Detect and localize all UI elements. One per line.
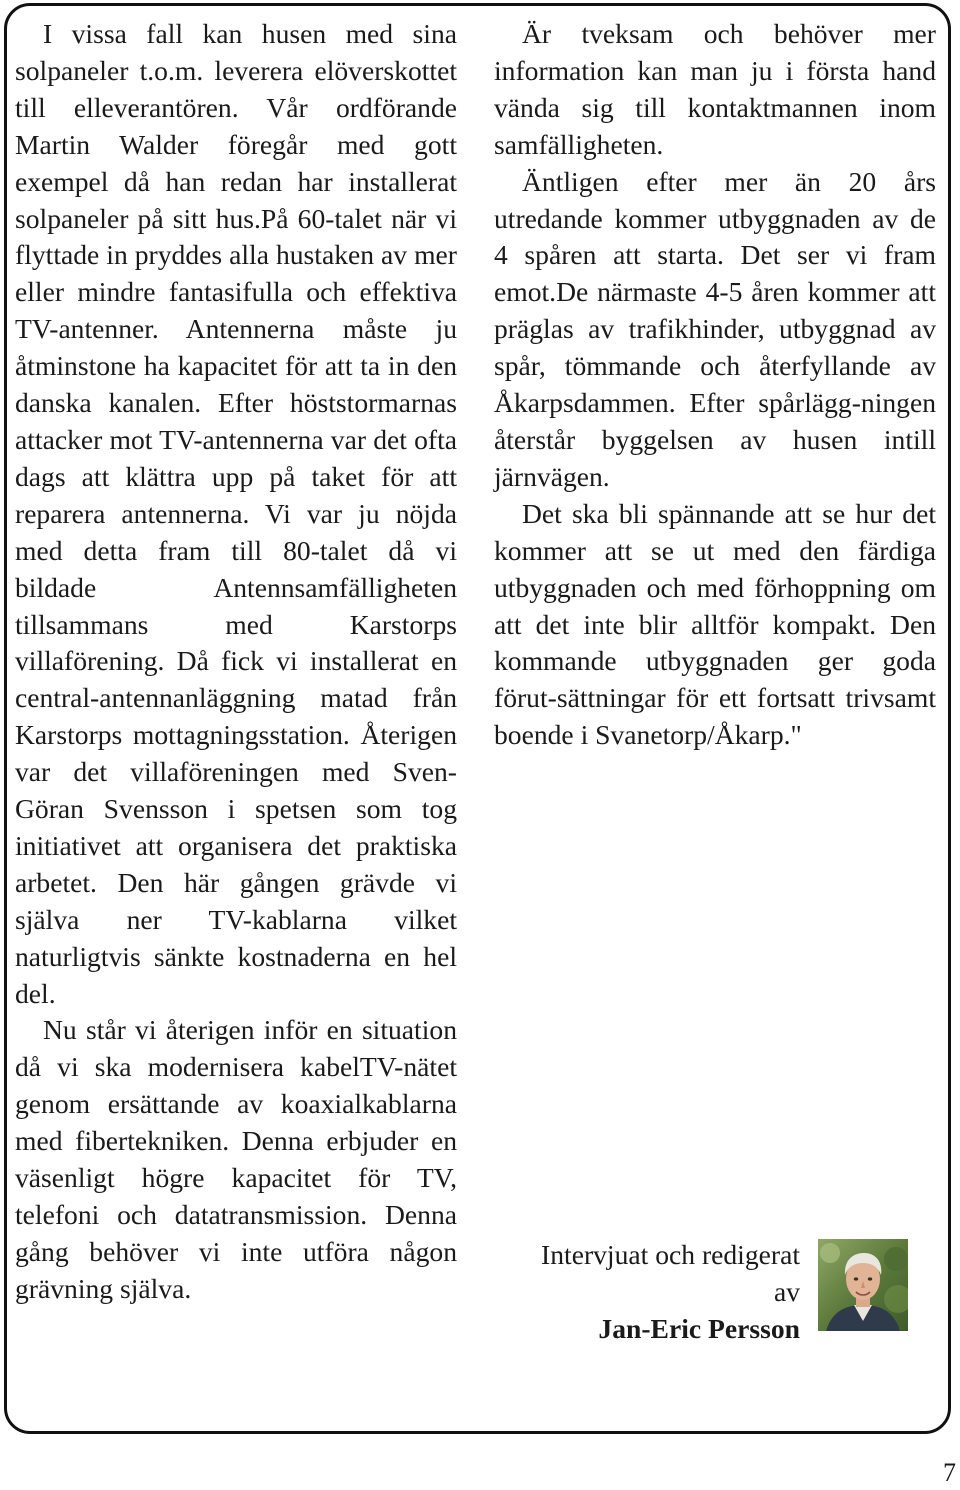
left-column: [15, 16, 457, 1308]
paragraph: Nu står vi återigen inför en situation då vi ska modernisera kabelTV-nätet genom ersättande av koaxialkablarna med fibertekniken. Denna erbjuder en väsenligt högre kapacitet för TV, telefoni och datatransmission. Denna gång behöver vi inte utföra någon grävning själva.: [15, 1014, 457, 1304]
paragraph: Är tveksam och behöver mer information kan man ju i första hand vända sig till kontaktmannen inom samfälligheten.: [494, 18, 936, 160]
portrait-image: [818, 1239, 908, 1331]
author-photo: [818, 1239, 908, 1331]
paragraph: Äntligen efter mer än 20 års utredande kommer utbyggnaden av de 4 spåren att starta. Det ser vi fram emot.De närmaste 4-5 åren kommer att präglas av trafikhinder, utbyggnad av spår, tömmande och återfyllande av Åkarpsdammen. Efter spårlägg-ningen återstår byggelsen av husen intill järnvägen.: [494, 165, 936, 492]
byline: [494, 1236, 800, 1347]
byline-av: av: [773, 1276, 800, 1307]
paragraph: Det ska bli spännande att se hur det kommer att se ut med den färdiga utbyggnaden och med förhoppning om att det inte blir alltför kompakt. Den kommande utbyggnaden ger goda förut-sättningar för ett fortsatt trivsamt boende i Svanetorp/Åkarp.": [494, 497, 936, 751]
paragraph: I vissa fall kan husen med sina solpaneler t.o.m. leverera elöverskottet till elleverantören. Vår ordförande Martin Walder föregår med gott exempel då han redan har installerat solpaneler på sitt hus.På 60-talet när vi flyttade in pryddes alla hustaken av mer eller mindre fantasifulla och effektiva TV-antenner. Antennerna måste ju åtminstone ha kapacitet för att ta in den danska kanalen. Efter höststormarnas attacker mot TV-antennerna var det ofta dags att klättra upp på taket för att reparera antennerna. Vi var ju nöjda med detta fram till 80-talet då vi bildade Antennsamfälligheten tillsammans med Karstorps villaförening. Då fick vi installerat en central-antennanläggning matad från Karstorps mottagningsstation. Återigen var det villaföreningen med Sven-Göran Svensson i spetsen som tog initiativet att organisera det praktiska arbetet. Den här gången grävde vi själva ner TV-kablarna vilket naturligtvis sänkte kostnaderna en hel del.: [15, 18, 457, 1009]
right-column: [494, 16, 936, 754]
author-name: Jan-Eric Persson: [598, 1313, 800, 1344]
page-number: 7: [943, 1458, 956, 1487]
byline-text: Intervjuat och redigerat: [541, 1239, 800, 1270]
